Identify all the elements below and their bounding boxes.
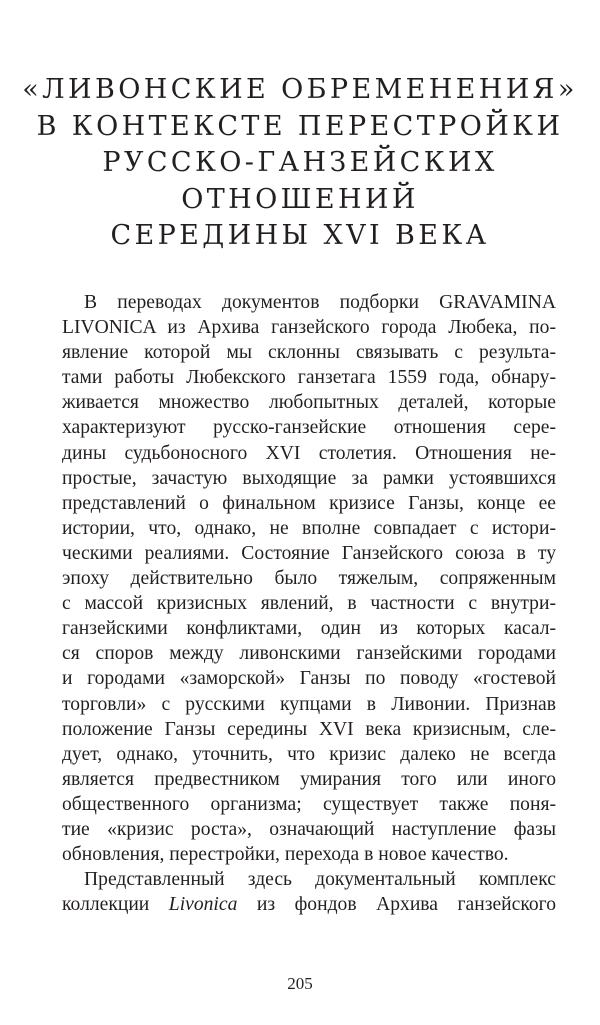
title-line: «ЛИВОНСКИЕ ОБРЕМЕНЕНИЯ» <box>22 74 578 105</box>
text-line: характеризуют русско-ганзейские отношения сере- <box>62 417 556 439</box>
text-line: В переводах документов подборки GRAVAMINA <box>84 292 556 313</box>
chapter-title <box>0 72 600 255</box>
text-line: ганзейскими конфликтами, один из которых касал- <box>62 618 556 640</box>
text-line: обновления, перестройки, перехода в новое качество. <box>62 844 509 866</box>
text-line: дины судьбоносного XVI столетия. Отношения не- <box>62 442 556 464</box>
body-text <box>62 290 556 917</box>
paragraph-1 <box>62 290 556 867</box>
text-line: LIVONICA из Архива ганзейского города Любека, по- <box>62 317 556 339</box>
text-line: явление которой мы склонны связывать с результа- <box>62 342 556 364</box>
text-line: ся споров между ливонскими ганзейскими городами <box>62 643 556 665</box>
title-line: В КОНТЕКСТЕ ПЕРЕСТРОЙКИ <box>36 110 564 142</box>
text-line: и городами «заморской» Ганзы по поводу «гостевой <box>62 668 556 690</box>
text-segment: коллекции <box>62 894 169 916</box>
text-line <box>62 892 556 917</box>
text-segment: из фондов Архива ганзейского <box>237 894 556 916</box>
text-line: Представленный здесь документальный комплекс <box>84 869 556 891</box>
text-line: тами работы Любекского ганзетага 1559 года, обнару- <box>62 367 556 389</box>
text-line: ческими реалиями. Состояние Ганзейского союза в ту <box>62 542 556 564</box>
title-line: СЕРЕДИНЫ XVI ВЕКА <box>110 220 490 251</box>
text-line: положение Ганзы середины XVI века кризисным, сле- <box>62 718 556 740</box>
text-line: торговли» с русскими купцами в Ливонии. Признав <box>62 693 556 715</box>
paragraph-2 <box>62 867 556 917</box>
text-line: эпоху действительно было тяжелым, сопряженным <box>62 568 556 590</box>
title-line: РУССКО-ГАНЗЕЙСКИХ <box>102 147 498 178</box>
text-line: простые, зачастую выходящие за рамки устоявшихся <box>62 467 556 489</box>
text-line: представлений о финальном кризисе Ганзы, конце ее <box>62 492 556 514</box>
text-line: дует, однако, уточнить, что кризис далеко не всегда <box>62 743 556 765</box>
text-line: является предвестником умирания того или иного <box>62 768 556 790</box>
title-line: ОТНОШЕНИЙ <box>181 183 419 215</box>
italic-term: Livonica <box>168 894 238 916</box>
text-line: истории, что, однако, не вполне совпадает с истори- <box>62 517 556 539</box>
page-number: 205 <box>287 974 313 993</box>
text-line: тие «кризис роста», означающий наступление фазы <box>62 818 556 840</box>
text-line: общественного организма; существует также поня- <box>62 793 556 815</box>
text-line: живается множество любопытных деталей, которые <box>62 392 556 414</box>
text-line: с массой кризисных явлений, в частности с внутри- <box>62 593 556 615</box>
